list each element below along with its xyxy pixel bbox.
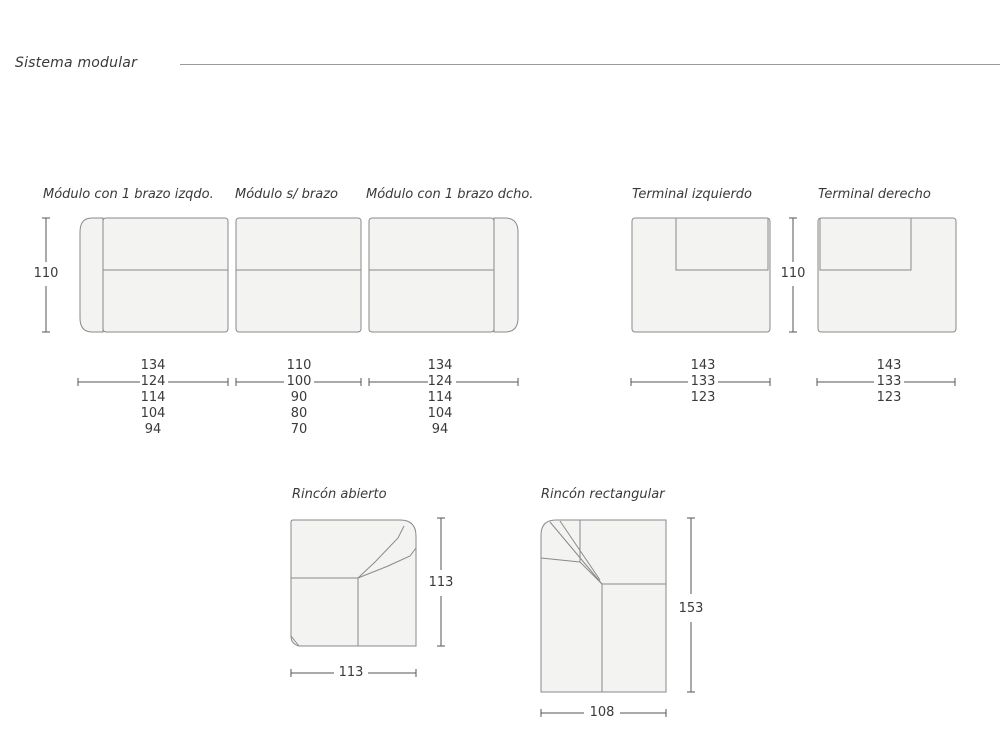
module-sbrazo-title: Módulo s/ brazo	[235, 187, 338, 202]
corner-rectangular-width-value: 108	[589, 705, 615, 720]
terminal-izq-width: 143	[690, 358, 716, 373]
module-izq-width: 104	[140, 406, 166, 421]
module-izq-title: Módulo con 1 brazo izqdo.	[43, 187, 214, 202]
terminal-dcho-shape	[818, 218, 956, 332]
module-dcho-width: 134	[427, 358, 453, 373]
module-izq-shape	[80, 218, 228, 332]
terminal-depth-value: 110	[780, 266, 806, 281]
corner-abierto-width-value: 113	[338, 665, 364, 680]
terminal-dcho-width: 143	[876, 358, 902, 373]
corner-rectangular-shape	[541, 520, 666, 692]
terminal-dcho-width: 133	[876, 374, 902, 389]
module-dcho-shape	[369, 218, 518, 332]
module-dcho-width: 124	[427, 374, 453, 389]
module-sbrazo-width: 110	[286, 358, 312, 373]
module-depth-value: 110	[33, 266, 59, 281]
module-sbrazo-width: 80	[290, 406, 308, 421]
module-izq-width: 124	[140, 374, 166, 389]
module-sbrazo-width: 90	[290, 390, 308, 405]
terminal-dcho-width: 123	[876, 390, 902, 405]
corner-abierto-shape	[291, 520, 416, 646]
module-dcho-width: 114	[427, 390, 453, 405]
module-izq-width: 94	[144, 422, 162, 437]
corner-abierto-title: Rincón abierto	[292, 487, 387, 502]
module-izq-width: 114	[140, 390, 166, 405]
module-sbrazo-width: 100	[286, 374, 312, 389]
corner-rectangular-title: Rincón rectangular	[541, 487, 665, 502]
terminal-izq-width: 133	[690, 374, 716, 389]
module-dcho-title: Módulo con 1 brazo dcho.	[366, 187, 534, 202]
page-title: Sistema modular	[15, 55, 138, 71]
corner-abierto-depth-value: 113	[428, 575, 454, 590]
module-izq-width: 134	[140, 358, 166, 373]
terminal-dcho-title: Terminal derecho	[818, 187, 931, 202]
module-dcho-width: 104	[427, 406, 453, 421]
terminal-izq-title: Terminal izquierdo	[632, 187, 752, 202]
corner-rectangular-depth-value: 153	[678, 601, 704, 616]
terminal-izq-shape	[632, 218, 770, 332]
module-sbrazo-shape	[236, 218, 361, 332]
module-sbrazo-width: 70	[290, 422, 308, 437]
terminal-izq-width: 123	[690, 390, 716, 405]
module-dcho-width: 94	[431, 422, 449, 437]
